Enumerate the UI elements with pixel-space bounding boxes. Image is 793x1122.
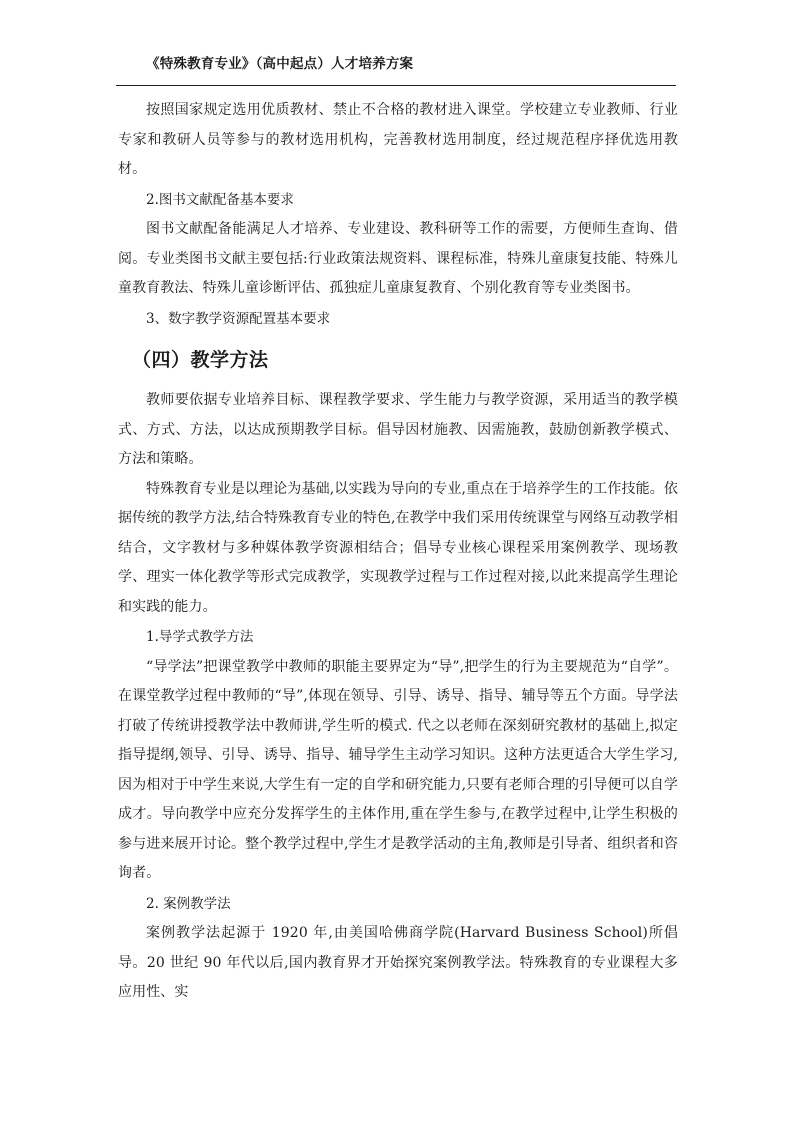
subheading-digital-resources: 3、数字教学资源配置基本要求 xyxy=(146,310,331,327)
header-divider xyxy=(116,85,676,86)
paragraph-special-education: 特殊教育专业是以理论为基础,以实践为导向的专业,重点在于培养学生的工作技能。依据传统的教学方法,结合特殊教育专业的特色,在教学中我们采用传统课堂与网络互动教学相结合，文字教材与多种媒体教学资源相结合；倡导专业核心课程采用案例教学、现场教学、理实一体化教学等形式完成教学，实现教学过程与工作过程对接,以此来提高学生理论和实践的能力。 xyxy=(118,480,678,615)
section-title-teaching-methods: （四）教学方法 xyxy=(132,349,269,371)
subheading-books: 2.图书文献配备基本要求 xyxy=(146,191,294,208)
subheading-case-method: 2. 案例教学法 xyxy=(146,895,231,912)
paragraph-books: 图书文献配备能满足人才培养、专业建设、教科研等工作的需要，方便师生查询、借阅。专业类图书文献主要包括:行业政策法规资料、课程标准，特殊儿童康复技能、特殊儿童教育教法、特殊儿童诊断评估、孤独症儿童康复教育、个别化教育等专业类图书。 xyxy=(118,221,678,296)
paragraph-textbook-selection: 按照国家规定选用优质教材、禁止不合格的教材进入课堂。学校建立专业教师、行业专家和教研人员等参与的教材选用机构，完善教材选用制度，经过规范程序择优选用教材。 xyxy=(118,102,678,177)
paragraph-case-method: 案例教学法起源于 1920 年,由美国哈佛商学院(Harvard Business School)所倡导。20 世纪 90 年代以后,国内教育界才开始探究案例教学法。特殊教育的专业课程大多应用性、实 xyxy=(118,925,678,1000)
page-header-title: 《特殊教育专业》（高中起点）人才培养方案 xyxy=(146,56,414,72)
paragraph-teaching-goals: 教师要依据专业培养目标、课程教学要求、学生能力与教学资源，采用适当的教学模式、方式、方法，以达成预期教学目标。倡导因材施教、因需施教，鼓励创新教学模式、方法和策略。 xyxy=(118,392,678,467)
subheading-guided-method: 1.导学式教学方法 xyxy=(146,629,254,645)
document-body xyxy=(118,96,678,1008)
paragraph-guided-method: “导学法”把课堂教学中教师的职能主要界定为“导”,把学生的行为主要规范为“自学”。在课堂教学过程中教师的“导”,体现在领导、引导、诱导、指导、辅导等五个方面。导学法打破了传统讲授教学法中教师讲,学生听的模式. 代之以老师在深刻研究教材的基础上,拟定指导提纲,领导、引导、诱导、指导、辅导学生主动学习知识。这种方法更适合大学生学习,因为相对于中学生来说,大学生有一定的自学和研究能力,只要有老师合理的引导便可以自学成才。导向教学中应充分发挥学生的主体作用,重在学生参与,在教学过程中,让学生积极的参与进来展开讨论。整个教学过程中,学生才是教学活动的主角,教师是引导者、组织者和咨询者。 xyxy=(118,658,678,881)
